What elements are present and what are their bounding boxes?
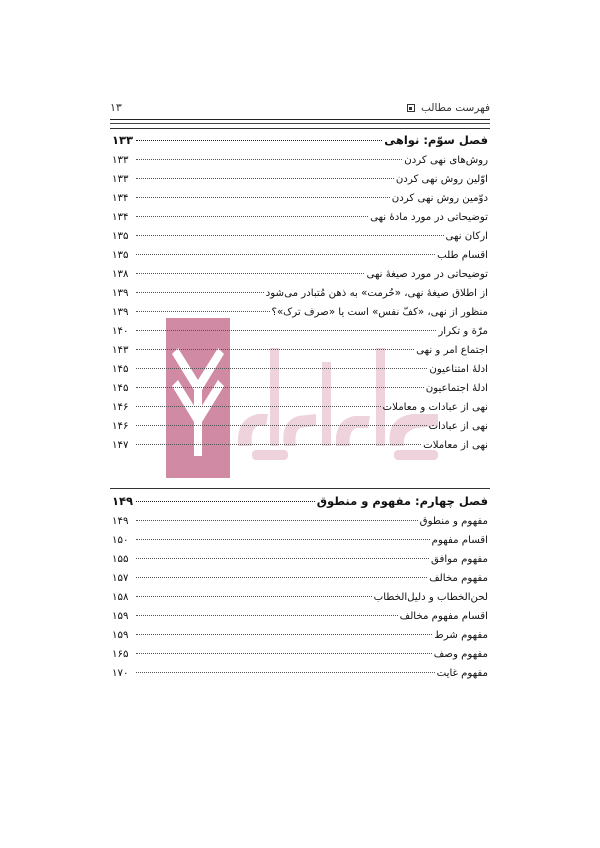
dot-leader	[136, 254, 435, 255]
toc-entry[interactable]	[112, 645, 488, 664]
toc-entry[interactable]	[112, 170, 488, 189]
entry-page: ۱۵۵	[112, 554, 129, 565]
entry-title: مفهوم و منطوق	[419, 516, 488, 527]
toc-chapter-3	[112, 129, 488, 455]
chapter-page: ۱۳۳	[112, 133, 134, 147]
dot-leader	[136, 425, 427, 426]
entry-page: ۱۳۳	[112, 174, 129, 185]
toc-entry[interactable]	[112, 189, 488, 208]
dot-leader	[136, 235, 444, 236]
dot-leader	[136, 311, 270, 312]
entry-title: مفهوم موافق	[430, 554, 488, 565]
chapter-page: ۱۴۹	[112, 494, 134, 508]
entry-title: روش‌های نهی کردن	[404, 155, 488, 166]
dot-leader	[136, 615, 398, 616]
entry-page: ۱۴۷	[112, 440, 129, 451]
dot-leader	[136, 520, 418, 521]
running-header-page-number: ۱۳	[110, 101, 122, 114]
entry-title: اقسام طلب	[437, 250, 488, 261]
entry-title: اوّلین روش نهی کردن	[395, 174, 488, 185]
dot-leader	[136, 501, 315, 502]
toc-entry[interactable]	[112, 417, 488, 436]
entry-title: نهی از عبادات	[428, 421, 488, 432]
entry-page: ۱۴۰	[112, 326, 129, 337]
entry-page: ۱۶۵	[112, 649, 129, 660]
dot-leader	[136, 140, 382, 141]
toc-entry[interactable]	[112, 569, 488, 588]
dot-leader	[136, 159, 402, 160]
toc-entry[interactable]	[112, 322, 488, 341]
dot-leader	[136, 444, 421, 445]
chapter-heading[interactable]	[112, 129, 488, 151]
entry-title: توضیحاتی در مورد صیغهٔ نهی	[366, 269, 488, 280]
toc-entry[interactable]	[112, 151, 488, 170]
entry-title: از اطلاق صیغهٔ نهی، «حُرمت» به ذهن مُتبادر می‌شود	[265, 288, 488, 299]
entry-page: ۱۵۹	[112, 611, 129, 622]
toc-entry[interactable]	[112, 360, 488, 379]
chapter-heading[interactable]	[112, 490, 488, 512]
entry-title: اقسام مفهوم	[431, 535, 488, 546]
entry-page: ۱۳۸	[112, 269, 129, 280]
chapter-4-top-rule	[110, 488, 490, 489]
dot-leader	[136, 330, 436, 331]
entry-page: ۱۳۵	[112, 231, 129, 242]
running-header	[110, 98, 490, 118]
chapter-title: فصل چهارم: مفهوم و منطوق	[316, 494, 488, 508]
dot-leader	[136, 672, 435, 673]
entry-page: ۱۴۹	[112, 516, 129, 527]
toc-entry[interactable]	[112, 531, 488, 550]
toc-chapter-4	[112, 490, 488, 683]
chapter-title: فصل سوّم: نواهی	[384, 133, 488, 147]
entry-title: ادلهٔ اجتماعیون	[425, 383, 488, 394]
entry-page: ۱۴۶	[112, 402, 129, 413]
toc-entry[interactable]	[112, 379, 488, 398]
entry-title: مفهوم مخالف	[429, 573, 488, 584]
toc-entry[interactable]	[112, 208, 488, 227]
entry-page: ۱۳۴	[112, 212, 129, 223]
entry-title: اجتماع امر و نهی	[416, 345, 488, 356]
dot-leader	[136, 653, 432, 654]
entry-page: ۱۵۰	[112, 535, 129, 546]
toc-entry[interactable]	[112, 398, 488, 417]
dot-leader	[136, 596, 372, 597]
entry-page: ۱۷۰	[112, 668, 129, 679]
entry-title: توضیحاتی در مورد مادهٔ نهی	[370, 212, 488, 223]
dot-leader	[136, 387, 424, 388]
toc-entry[interactable]	[112, 341, 488, 360]
entry-page: ۱۳۳	[112, 155, 129, 166]
entry-title: مفهوم وصف	[433, 649, 488, 660]
entry-page: ۱۳۹	[112, 288, 129, 299]
entry-title: نهی از عبادات و معاملات	[382, 402, 488, 413]
entry-page: ۱۴۵	[112, 364, 129, 375]
dot-leader	[136, 273, 364, 274]
toc-entry[interactable]	[112, 550, 488, 569]
dot-leader	[136, 197, 390, 198]
dot-leader	[136, 577, 427, 578]
entry-page: ۱۴۵	[112, 383, 129, 394]
entry-page: ۱۳۴	[112, 193, 129, 204]
toc-entry[interactable]	[112, 626, 488, 645]
entry-title: لحن‌الخطاب و دلیل‌الخطاب	[373, 592, 488, 603]
entry-title: مرّة و تکرار	[438, 326, 488, 337]
header-rule-thick	[110, 119, 490, 120]
toc-entry[interactable]	[112, 227, 488, 246]
entry-page: ۱۵۷	[112, 573, 129, 584]
toc-entry[interactable]	[112, 303, 488, 322]
entry-title: منظور از نهی، «کفّ نفس» است یا «صرف ترک»؟	[271, 307, 488, 318]
entry-page: ۱۳۵	[112, 250, 129, 261]
toc-entry[interactable]	[112, 265, 488, 284]
toc-entry[interactable]	[112, 436, 488, 455]
entry-title: مفهوم شرط	[434, 630, 488, 641]
dot-leader	[136, 406, 381, 407]
entry-title: اقسام مفهوم مخالف	[399, 611, 488, 622]
square-bullet-icon	[407, 104, 415, 112]
toc-entry[interactable]	[112, 512, 488, 531]
entry-page: ۱۵۸	[112, 592, 129, 603]
toc-entry[interactable]	[112, 588, 488, 607]
dot-leader	[136, 539, 430, 540]
entry-page: ۱۴۳	[112, 345, 129, 356]
toc-entry[interactable]	[112, 664, 488, 683]
toc-entry[interactable]	[112, 607, 488, 626]
entry-title: ادلهٔ امتناعیون	[429, 364, 488, 375]
running-header-title: فهرست مطالب	[420, 102, 490, 114]
entry-title: مفهوم غایت	[436, 668, 488, 679]
entry-page: ۱۳۹	[112, 307, 129, 318]
header-rule-thin	[110, 123, 490, 124]
dot-leader	[136, 558, 429, 559]
dot-leader	[136, 368, 427, 369]
dot-leader	[136, 178, 394, 179]
dot-leader	[136, 292, 264, 293]
toc-entry[interactable]	[112, 246, 488, 265]
entry-title: نهی از معاملات	[423, 440, 488, 451]
entry-title: ارکان نهی	[445, 231, 488, 242]
dot-leader	[136, 634, 432, 635]
entry-page: ۱۴۶	[112, 421, 129, 432]
toc-entry[interactable]	[112, 284, 488, 303]
entry-title: دوّمین روش نهی کردن	[391, 193, 488, 204]
entry-page: ۱۵۹	[112, 630, 129, 641]
dot-leader	[136, 216, 368, 217]
dot-leader	[136, 349, 414, 350]
